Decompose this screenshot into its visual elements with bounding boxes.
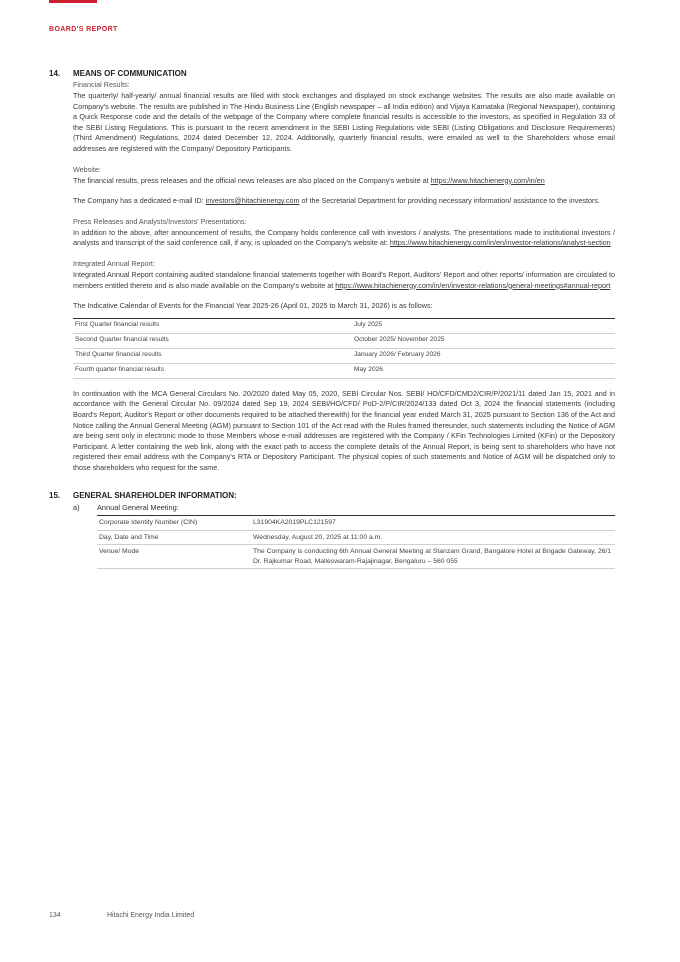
analyst-section-link[interactable]: https://www.hitachienergy.com/in/en/investor-relations/analyst-section (389, 238, 611, 248)
item-letter: a) (73, 503, 80, 513)
agm-field-value: The Company is conducting 6th Annual General Meeting at Stanzam Grand, Bangalore Hotel at Brigade Gateway, 26/1 Dr. Rajkumar Road, Malleswaram-Rajajinagar, Bengaluru – 560 055 (251, 545, 615, 569)
agm-row (97, 530, 615, 545)
subheading-integrated-report: Integrated Annual Report: (73, 258, 155, 268)
agm-field-label: Corporate Identity Number (CIN) (97, 516, 251, 531)
agm-field-value: Wednesday, August 20, 2025 at 11:00 a.m. (251, 530, 615, 545)
calendar-row (73, 318, 615, 333)
agm-details-table (97, 515, 615, 569)
calendar-date: October 2025/ November 2025 (352, 333, 615, 348)
paragraph-financial-results: The quarterly/ half-yearly/ annual financial results are filed with stock exchanges and displayed on stock exchange websites. The results are also made available on Company's website. The results are published in The Hindu Business Line (English newspaper – all India edition) and Vijaya Karnataka (Regional Newspaper), containing a Quick Response code and the details of the webpage of the Company where complete financial results is accessible to the investors, as specified in Regulation 33 of the SEBI Listing Regulations. This is pursuant to the recent amendment in the SEBI Listing Regulations vide SEBI (Listing Obligations and Disclosure Requirements) (Third Amendment) Regulations, 2024 dated December 12, 2024. Additionally, quarterly financial results, were emailed as well to the Shareholders whose email addresses are registered with the Company/ Depository Participants. (73, 91, 615, 153)
financial-calendar-table (73, 318, 615, 379)
calendar-event: First Quarter financial results (73, 318, 352, 333)
agm-field-value: L31904KA2019PLC121597 (251, 516, 615, 531)
paragraph-mca-circulars: In continuation with the MCA General Circulars No. 20/2020 dated May 05, 2020, SEBI Circular Nos. SEBI/ HO/CFD/CMD2/CIR/P/2021/11 dated Jan 15, 2021 and in accordance with the General Circular No. 09/2024 dated Sep 19, 2024 SEBI/HO/CFD/ PoD-2/P/CIR/2024/133 dated Oct 3, 2024 the financial statements (including Board's Report, Auditor's Report or other documents required to be attached therewith) for the financial year ended March 31, 2025 pursuant to Section 136 of the Act and Notice calling the Annual General Meeting (AGM) pursuant to Section 101 of the Act read with the Rules framed thereunder, such statements including the Notice of AGM are being sent only in electronic mode to those Members whose e-mail addresses are registered with the Company / KFin Technologies Limited (KFin) or the Depository Participant. A letter containing the web link, along with the exact path to access the complete details of the Annual Report, is being sent to shareholders who have not registered their email address with the Company's RTA or Depository Participant. The physical copies of such statements and Notice of AGM will be dispatched only to those shareholders who request for the same. (73, 388, 615, 472)
agm-row (97, 516, 615, 531)
section-15-heading (49, 491, 615, 500)
paragraph-website: The financial results, press releases and the official news releases are also placed on the Company's website at https://www.hitachienergy.com/in/en (73, 175, 545, 185)
calendar-event: Second Quarter financial results (73, 333, 352, 348)
paragraph-email: The Company has a dedicated e-mail ID: investors@hitachienergy.com of the Secretarial Department for providing necessary information/ assistance to the investors. (73, 196, 600, 206)
agm-field-label: Venue/ Mode (97, 545, 251, 569)
calendar-event: Fourth quarter financial results (73, 363, 352, 378)
company-name: Hitachi Energy India Limited (107, 912, 195, 919)
section-number: 14. (49, 69, 61, 78)
calendar-date: July 2025 (352, 318, 615, 333)
agm-title: Annual General Meeting: (97, 503, 179, 513)
page-content (49, 69, 615, 569)
agm-row (97, 545, 615, 569)
subheading-financial-results: Financial Results: (73, 80, 130, 89)
section-title: MEANS OF COMMUNICATION (73, 69, 187, 78)
section-title: GENERAL SHAREHOLDER INFORMATION: (73, 491, 237, 501)
paragraph-calendar-intro: The Indicative Calendar of Events for the Financial Year 2025-26 (April 01, 2025 to March 31, 2026) is as follows: (73, 301, 433, 311)
paragraph-press-releases: In addition to the above, after announcement of results, the Company holds conference call with investors / analysts. The presentations made to institutional investors / analysts and transcript of the said conference call, if any, is uploaded on the Company's website at: https://www.hitachienergy.com/in/en/investor-relations/analyst-section (73, 227, 615, 248)
agm-subheading (49, 503, 615, 512)
website-link[interactable]: https://www.hitachienergy.com/in/en (430, 175, 545, 185)
subheading-website: Website: (73, 164, 101, 174)
page-footer (49, 912, 194, 919)
annual-report-link[interactable]: https://www.hitachienergy.com/in/en/investor-relations/general-meetings#annual-report (335, 280, 611, 290)
section-number: 15. (49, 491, 61, 501)
investor-email-link[interactable]: investors@hitachienergy.com (205, 196, 300, 206)
calendar-row (73, 348, 615, 363)
calendar-event: Third Quarter financial results (73, 348, 352, 363)
agm-field-label: Day, Date and Time (97, 530, 251, 545)
calendar-date: May 2026 (352, 363, 615, 378)
calendar-row (73, 363, 615, 378)
calendar-row (73, 333, 615, 348)
subheading-press-releases: Press Releases and Analysts/Investors' Presentations: (73, 216, 247, 226)
section-14-heading (49, 69, 615, 78)
running-header: BOARD'S REPORT (49, 26, 118, 33)
calendar-date: January 2026/ February 2026 (352, 348, 615, 363)
header-accent-bar (49, 0, 97, 3)
paragraph-integrated-report: Integrated Annual Report containing audited standalone financial statements together with Board's Report, Auditors' Report and other reports/ information are circulated to members entitled thereto and is also made available on the Company's website at https://www.hitachienergy.com/in/en/investor-relations/general-meetings#annual-report (73, 269, 615, 290)
page-number: 134 (49, 912, 61, 919)
